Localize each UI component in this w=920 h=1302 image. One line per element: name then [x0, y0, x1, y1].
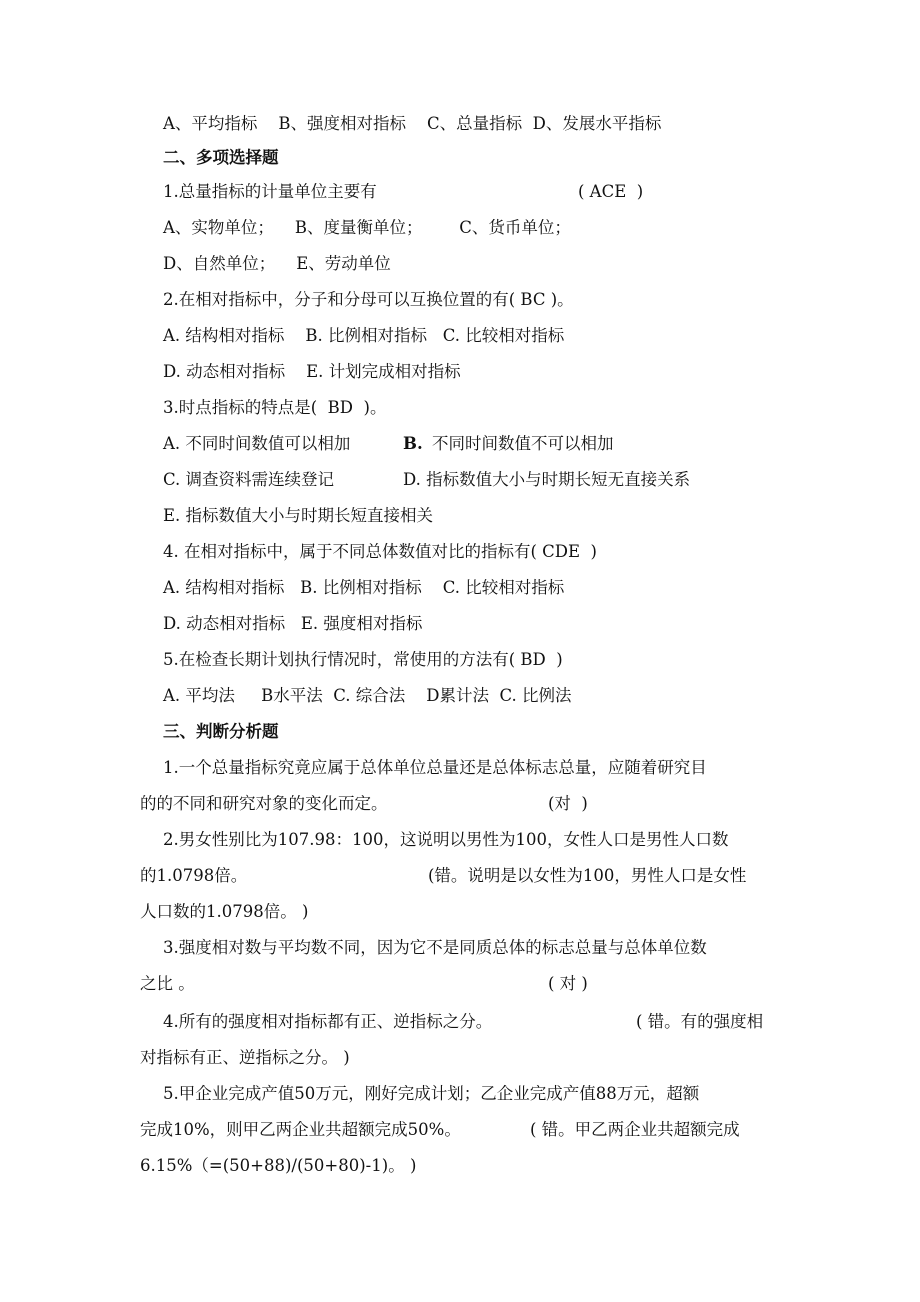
options-line: A、实物单位； B、度量衡单位； C、货币单位；	[163, 218, 571, 237]
judgement-5-answer: ( 错。甲乙两企业共超额完成	[530, 1120, 740, 1139]
options-line: D、自然单位； E、劳动单位	[163, 254, 391, 273]
judgement-2-cont: 的1.0798倍。	[140, 866, 248, 885]
judgement-5-answer-cont: 6.15%（=(50+88)/(50+80)-1)。 )	[140, 1156, 417, 1175]
judgement-4: 4.所有的强度相对指标都有正、逆指标之分。	[163, 1012, 493, 1031]
judgement-2-answer-cont: 人口数的1.0798倍。 )	[140, 902, 309, 921]
option-b: 不同时间数值不可以相加	[432, 434, 614, 453]
options-line: D. 动态相对指标 E. 计划完成相对指标	[163, 362, 461, 381]
q-options-line: A、平均指标 B、强度相对指标 C、总量指标 D、发展水平指标	[163, 114, 662, 133]
judgement-5-cont: 完成10%，则甲乙两企业共超额完成50%。	[140, 1120, 461, 1139]
question-4: 4. 在相对指标中，属于不同总体数值对比的指标有( CDE )	[163, 542, 597, 561]
judgement-2-answer: (错。说明是以女性为100，男性人口是女性	[428, 866, 747, 885]
judgement-4-answer: ( 错。有的强度相	[636, 1012, 764, 1031]
section-heading-judgement: 三、判断分析题	[163, 722, 279, 741]
question-1: 1.总量指标的计量单位主要有	[163, 182, 377, 201]
option-b-letter: B.	[403, 434, 423, 453]
answer-1: ( ACE )	[578, 182, 644, 201]
judgement-1-answer: (对 )	[548, 794, 588, 813]
judgement-2: 2.男女性别比为107.98：100，这说明以男性为100，女性人口是男性人口数	[163, 830, 729, 849]
judgement-5: 5.甲企业完成产值50万元，刚好完成计划；乙企业完成产值88万元，超额	[163, 1084, 700, 1103]
options-line: D. 动态相对指标 E. 强度相对指标	[163, 614, 423, 633]
judgement-1: 1.一个总量指标究竟应属于总体单位总量还是总体标志总量，应随着研究目	[163, 758, 707, 777]
question-2: 2.在相对指标中，分子和分母可以互换位置的有( BC )。	[163, 290, 574, 309]
judgement-4-answer-cont: 对指标有正、逆指标之分。 )	[140, 1048, 350, 1067]
judgement-3: 3.强度相对数与平均数不同，因为它不是同质总体的标志总量与总体单位数	[163, 938, 707, 957]
option-d: D. 指标数值大小与时期长短无直接关系	[403, 470, 691, 489]
option-a: A. 不同时间数值可以相加	[163, 434, 351, 453]
option-c: C. 调查资料需连续登记	[163, 470, 335, 489]
judgement-1-cont: 的的不同和研究对象的变化而定。	[140, 794, 388, 813]
judgement-3-cont: 之比 。	[140, 974, 195, 993]
judgement-3-answer: ( 对 )	[548, 974, 588, 993]
question-3: 3.时点指标的特点是( BD )。	[163, 398, 387, 417]
option-e: E. 指标数值大小与时期长短直接相关	[163, 506, 434, 525]
options-line: A. 结构相对指标 B. 比例相对指标 C. 比较相对指标	[163, 578, 565, 597]
question-5: 5.在检查长期计划执行情况时，常使用的方法有( BD )	[163, 650, 563, 669]
options-line: A. 结构相对指标 B. 比例相对指标 C. 比较相对指标	[163, 326, 565, 345]
options-line: A. 平均法 B水平法 C. 综合法 D累计法 C. 比例法	[163, 686, 572, 705]
section-heading-multiple-choice: 二、多项选择题	[163, 148, 279, 167]
